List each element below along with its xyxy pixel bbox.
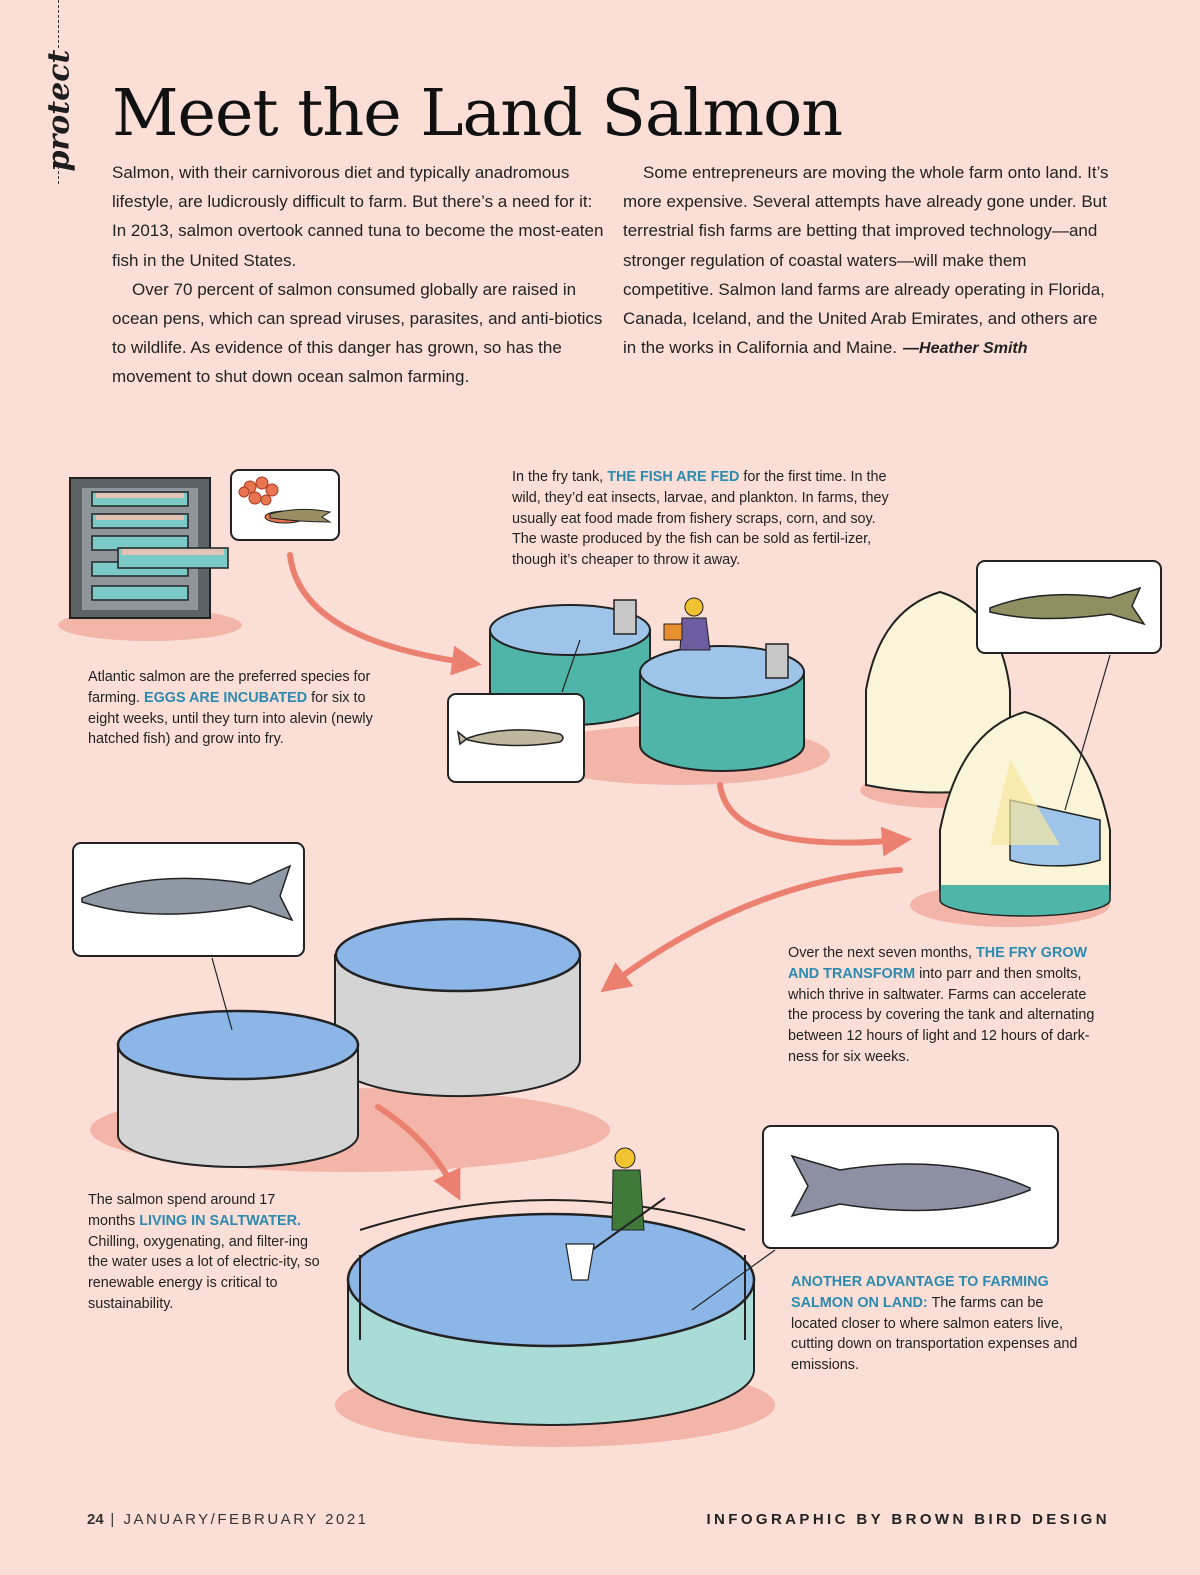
caption-text: Over the next seven months, bbox=[788, 945, 976, 961]
caption-highlight: THE FRY GROW AND TRANSFORM bbox=[788, 945, 1088, 982]
caption-eggs bbox=[88, 667, 383, 750]
caption-text: for six to eight weeks, until they turn into alevin (newly hatched fish) and grow into fry. bbox=[88, 689, 373, 748]
article-paragraph: Salmon, with their carnivorous diet and typically anadromous lifestyle, are ludicrously difficult to farm. But there’s a need for it: In 2013, salmon overtook canned tuna to become the most-eaten fish in the United States. bbox=[112, 163, 604, 270]
footer-issue bbox=[87, 1511, 369, 1528]
caption-advantage bbox=[791, 1272, 1086, 1376]
section-label-text: protect bbox=[41, 49, 77, 172]
adult-salmon-inset-box bbox=[73, 843, 304, 1030]
caption-saltwater bbox=[88, 1190, 320, 1315]
caption-highlight: THE FISH ARE FED bbox=[607, 469, 740, 485]
issue-date: JANUARY/FEBRUARY 2021 bbox=[123, 1511, 369, 1528]
caption-text: Atlantic salmon are the preferred species for farming. bbox=[88, 669, 371, 706]
article-text: Some entrepreneurs are moving the whole farm onto land. It’s more expensive. Several attempts have already gone under. But terrestrial fish farms are betting that improved technology—and stronger regulation of coastal waters—will make them competitive. Salmon land farms are already operating in Florida, Canada, Iceland, and the United Arab Emirates, and others are in the works in California and Maine. bbox=[623, 163, 1109, 358]
arrow-eggs-to-fry bbox=[290, 555, 470, 663]
caption-text: In the fry tank, bbox=[512, 469, 608, 485]
eggs-inset-box bbox=[231, 470, 339, 540]
footer-separator: | bbox=[110, 1511, 117, 1528]
caption-highlight: ANOTHER ADVANTAGE TO FARMING SALMON ON LAND: bbox=[791, 1274, 1049, 1311]
incubator-rack-illustration bbox=[58, 478, 242, 641]
caption-highlight: LIVING IN SALTWATER. bbox=[139, 1212, 301, 1229]
caption-text: for the first time. In the wild, they’d eat insects, larvae, and plankton. In farms, they usually eat food made from fishery scraps, corn, and soy. The waste produced by the fish can be sold as fertil-izer, though it’s cheaper to throw it away. bbox=[512, 469, 889, 569]
caption-text: The farms can be located closer to where salmon eaters live, cutting down on transportation expenses and emissions. bbox=[791, 1294, 1078, 1374]
byline: —Heather Smith bbox=[903, 340, 1028, 358]
caption-highlight: EGGS ARE INCUBATED bbox=[143, 689, 308, 706]
page-number: 24 bbox=[87, 1511, 104, 1528]
page-title: Meet the Land Salmon bbox=[112, 76, 843, 151]
footer-credit: INFOGRAPHIC BY BROWN BIRD DESIGN bbox=[706, 1511, 1110, 1528]
caption-grow bbox=[788, 943, 1110, 1068]
caption-text: The salmon spend around 17 months bbox=[88, 1192, 276, 1229]
caption-text: Chilling, oxygenating, and filter-ing the water uses a lot of electric-ity, so renewable energy is critical to sustainability. bbox=[88, 1233, 320, 1312]
caption-fry-tank bbox=[512, 467, 904, 571]
caption-text: into parr and then smolts, which thrive in saltwater. Farms can accelerate the process by covering the tank and alternating between 12 hours of light and 12 hours of dark-ness for six weeks. bbox=[788, 965, 1095, 1065]
article-paragraph: Over 70 percent of salmon consumed globally are raised in ocean pens, which can spread viruses, parasites, and anti-biotics to wildlife. As evidence of this danger has grown, so has the movement to shut down ocean salmon farming. bbox=[112, 279, 603, 387]
